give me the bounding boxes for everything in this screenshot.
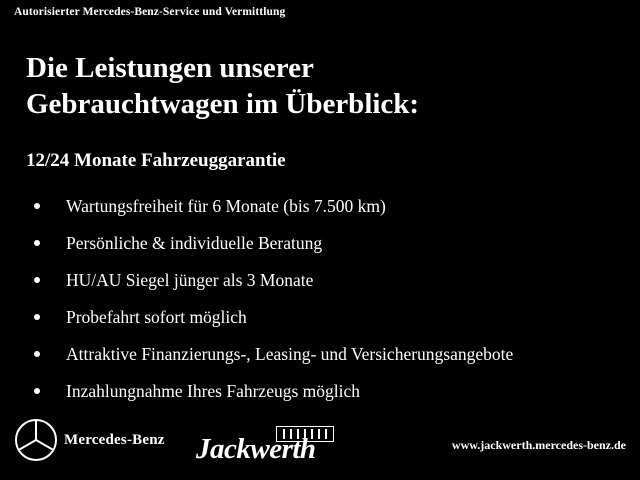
headline-line-1: Die Leistungen unserer bbox=[26, 52, 314, 84]
list-item bbox=[26, 270, 626, 290]
footer bbox=[0, 410, 640, 480]
headline-line-2: Gebrauchtwagen im Überblick: bbox=[26, 88, 420, 120]
bullet-dot-icon bbox=[34, 277, 40, 283]
website-url[interactable]: www.jackwerth.mercedes-benz.de bbox=[451, 438, 626, 452]
bullet-dot-icon bbox=[34, 240, 40, 246]
headline bbox=[26, 50, 616, 122]
brand-name: Mercedes-Benz bbox=[64, 432, 165, 448]
list-item bbox=[26, 344, 626, 364]
list-item-label: Attraktive Finanzierungs-, Leasing- und Versicherungsangebote bbox=[66, 344, 514, 364]
list-item bbox=[26, 381, 626, 401]
top-line: Autorisierter Mercedes-Benz-Service und Vermittlung bbox=[14, 6, 286, 18]
list-item bbox=[26, 233, 626, 253]
list-item-label: Inzahlungnahme Ihres Fahrzeugs möglich bbox=[66, 381, 361, 401]
dealer-logo bbox=[196, 423, 376, 467]
list-item-label: Persönliche & individuelle Beratung bbox=[66, 233, 323, 253]
dealer-name: Jackwerth bbox=[196, 433, 316, 465]
bullet-dot-icon bbox=[34, 388, 40, 394]
bullet-dot-icon bbox=[34, 203, 40, 209]
list-item-label: Probefahrt sofort möglich bbox=[66, 307, 247, 327]
subheadline: 12/24 Monate Fahrzeuggarantie bbox=[26, 150, 286, 171]
list-item bbox=[26, 307, 626, 327]
list-item-label: HU/AU Siegel jünger als 3 Monate bbox=[66, 270, 314, 290]
bullet-dot-icon bbox=[34, 314, 40, 320]
benefits-list bbox=[26, 196, 626, 418]
mercedes-star-icon bbox=[14, 418, 58, 462]
list-item bbox=[26, 196, 626, 216]
list-item-label: Wartungsfreiheit für 6 Monate (bis 7.500 km) bbox=[66, 196, 386, 216]
bullet-dot-icon bbox=[34, 351, 40, 357]
